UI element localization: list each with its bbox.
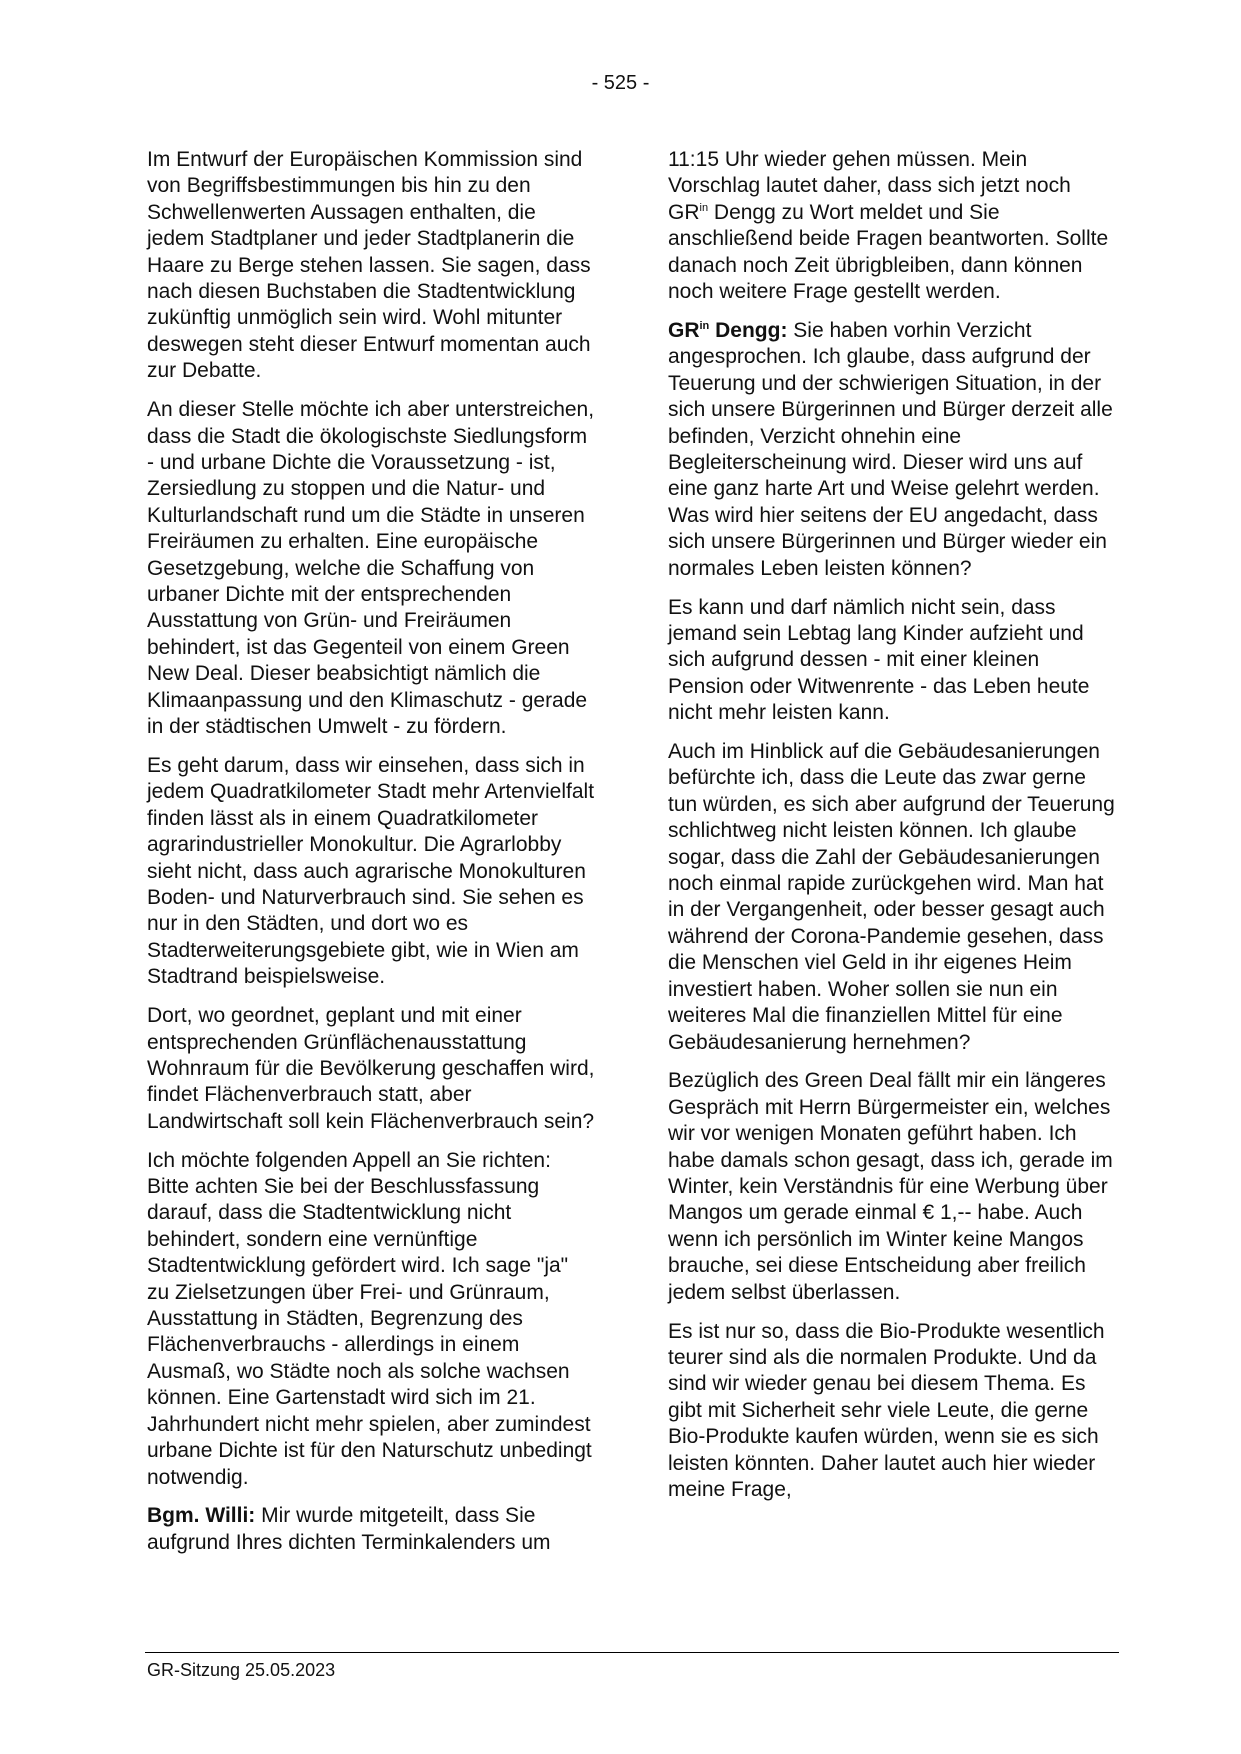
paragraph: Es ist nur so, dass die Bio-Produkte wesentlich teurer sind als die normalen Produkte. Und da sind wir wieder genau bei diesem Thema. Es gibt mit Sicherheit sehr viele Leute, die gerne Bio-Produkte kaufen würden, wenn sie es sich leisten könnten. Daher lautet auch hier wieder meine Frage,	[668, 1319, 1105, 1501]
speaker-title: GR	[668, 318, 700, 342]
text-run: Dengg zu Wort meldet und Sie anschließend beide Fragen beantworten. Sollte danach noch Zeit übrigbleiben, dann können noch weitere Frage gestellt werden.	[668, 200, 1109, 304]
left-column	[147, 147, 595, 1569]
paragraph: Ich möchte folgenden Appell an Sie richten: Bitte achten Sie bei der Beschlussfassung darauf, dass die Stadtentwicklung nicht behindert, sondern eine vernünftige Stadtentwicklung gefördert wird. Ich sage "ja" zu Zielsetzungen über Frei- und Grünraum, Ausstattung in Städten, Begrenzung des Flächenverbrauchs - allerdings in einem Ausmaß, wo Städte noch als solche wachsen können. Eine Gartenstadt wird sich im 21. Jahrhundert nicht mehr spielen, aber zumindest urbane Dichte ist für den Naturschutz unbedingt notwendig.	[147, 1148, 592, 1489]
speaker-name	[668, 319, 787, 342]
paragraph	[668, 147, 1116, 305]
paragraph: Bezüglich des Green Deal fällt mir ein längeres Gespräch mit Herrn Bürgermeister ein, welches wir vor wenigen Monaten geführt haben. Ich habe damals schon gesagt, dass ich, gerade im Winter, kein Verständnis für eine Werbung über Mangos um gerade einmal € 1,-- habe. Auch wenn ich persönlich im Winter keine Mangos brauche, sei diese Entscheidung aber freilich jedem selbst überlassen.	[668, 1069, 1113, 1304]
superscript: in	[699, 201, 709, 214]
paragraph: Im Entwurf der Europäischen Kommission sind von Begriffsbestimmungen bis hin zu den Schwellenwerten Aussagen enthalten, die jedem Stadtplaner und jeder Stadtplanerin die Haare zu Berge stehen lassen. Sie sagen, dass nach diesen Buchstaben die Stadtentwicklung zukünftig unmöglich sein wird. Wohl mitunter deswegen steht dieser Entwurf momentan auch zur Debatte.	[147, 148, 591, 383]
superscript: in	[699, 319, 710, 332]
speech-paragraph	[668, 318, 1116, 582]
footer-divider	[145, 1652, 1119, 1653]
right-column	[668, 147, 1116, 1516]
paragraph: An dieser Stelle möchte ich aber unterstreichen, dass die Stadt die ökologischste Siedlungsform - und urbane Dichte die Voraussetzung - ist, Zersiedlung zu stoppen und die Natur- und Kulturlandschaft rund um die Städte in unseren Freiräumen zu erhalten. Eine europäische Gesetzgebung, welche die Schaffung von urbaner Dichte mit der entsprechenden Ausstattung von Grün- und Freiräumen behindert, ist das Gegenteil von einem Green New Deal. Dieser beabsichtigt nämlich die Klimaanpassung und den Klimaschutz - gerade in der städtischen Umwelt - zu fördern.	[147, 398, 595, 739]
text-run: 11:15 Uhr wieder gehen müssen. Mein Vorschlag lautet daher, dass sich jetzt noch GR	[668, 148, 1071, 224]
speaker-name: Bgm. Willi:	[147, 1504, 256, 1528]
paragraph: Es geht darum, dass wir einsehen, dass sich in jedem Quadratkilometer Stadt mehr Artenvielfalt finden lässt als in einem Quadratkilometer agrarindustrieller Monokultur. Die Agrarlobby sieht nicht, dass auch agrarische Monokulturen Boden- und Naturverbrauch sind. Sie sehen es nur in den Städten, und dort wo es Stadterweiterungsgebiete gibt, wie in Wien am Stadtrand beispielsweise.	[147, 753, 595, 989]
speech-text: Sie haben vorhin Verzicht angesprochen. Ich glaube, dass aufgrund der Teuerung und der schwierigen Situation, in der sich unsere Bürgerinnen und Bürger derzeit alle befinden, Verzicht ohnehin eine Begleiterscheinung wird. Dieser wird uns auf eine ganz harte Art und Weise gelehrt werden. Was wird hier seitens der EU angedacht, dass sich unsere Bürgerinnen und Bürger wieder ein normales Leben leisten können?	[668, 318, 1113, 580]
paragraph: Auch im Hinblick auf die Gebäudesanierungen befürchte ich, dass die Leute das zwar gerne tun würden, es sich aber aufgrund der Teuerung schlichtweg nicht leisten können. Ich glaube sogar, dass die Zahl der Gebäudesanierungen noch einmal rapide zurückgehen wird. Man hat in der Vergangenheit, oder besser gesagt auch während der Corona-Pandemie gesehen, dass die Menschen viel Geld in ihr eigenes Heim investiert haben. Woher sollen sie nun ein weiteres Mal die finanziellen Mittel für eine Gebäudesanierung hernehmen?	[668, 740, 1115, 1054]
speaker-surname: Dengg:	[709, 318, 788, 342]
paragraph: Es kann und darf nämlich nicht sein, dass jemand sein Lebtag lang Kinder aufzieht und sich aufgrund dessen - mit einer kleinen Pension oder Witwenrente - das Leben heute nicht mehr leisten kann.	[668, 595, 1090, 725]
speech-text: Mir wurde mitgeteilt, dass Sie aufgrund Ihres dichten Terminkalenders um	[147, 1504, 551, 1554]
paragraph: Dort, wo geordnet, geplant und mit einer entsprechenden Grünflächenausstattung Wohnraum für die Bevölkerung geschaffen wird, findet Flächenverbrauch statt, aber Landwirtschaft soll kein Flächenverbrauch sein?	[147, 1004, 595, 1133]
speech-paragraph	[147, 1503, 595, 1556]
footer-text: GR-Sitzung 25.05.2023	[147, 1660, 336, 1680]
page-number: - 525 -	[591, 72, 650, 94]
